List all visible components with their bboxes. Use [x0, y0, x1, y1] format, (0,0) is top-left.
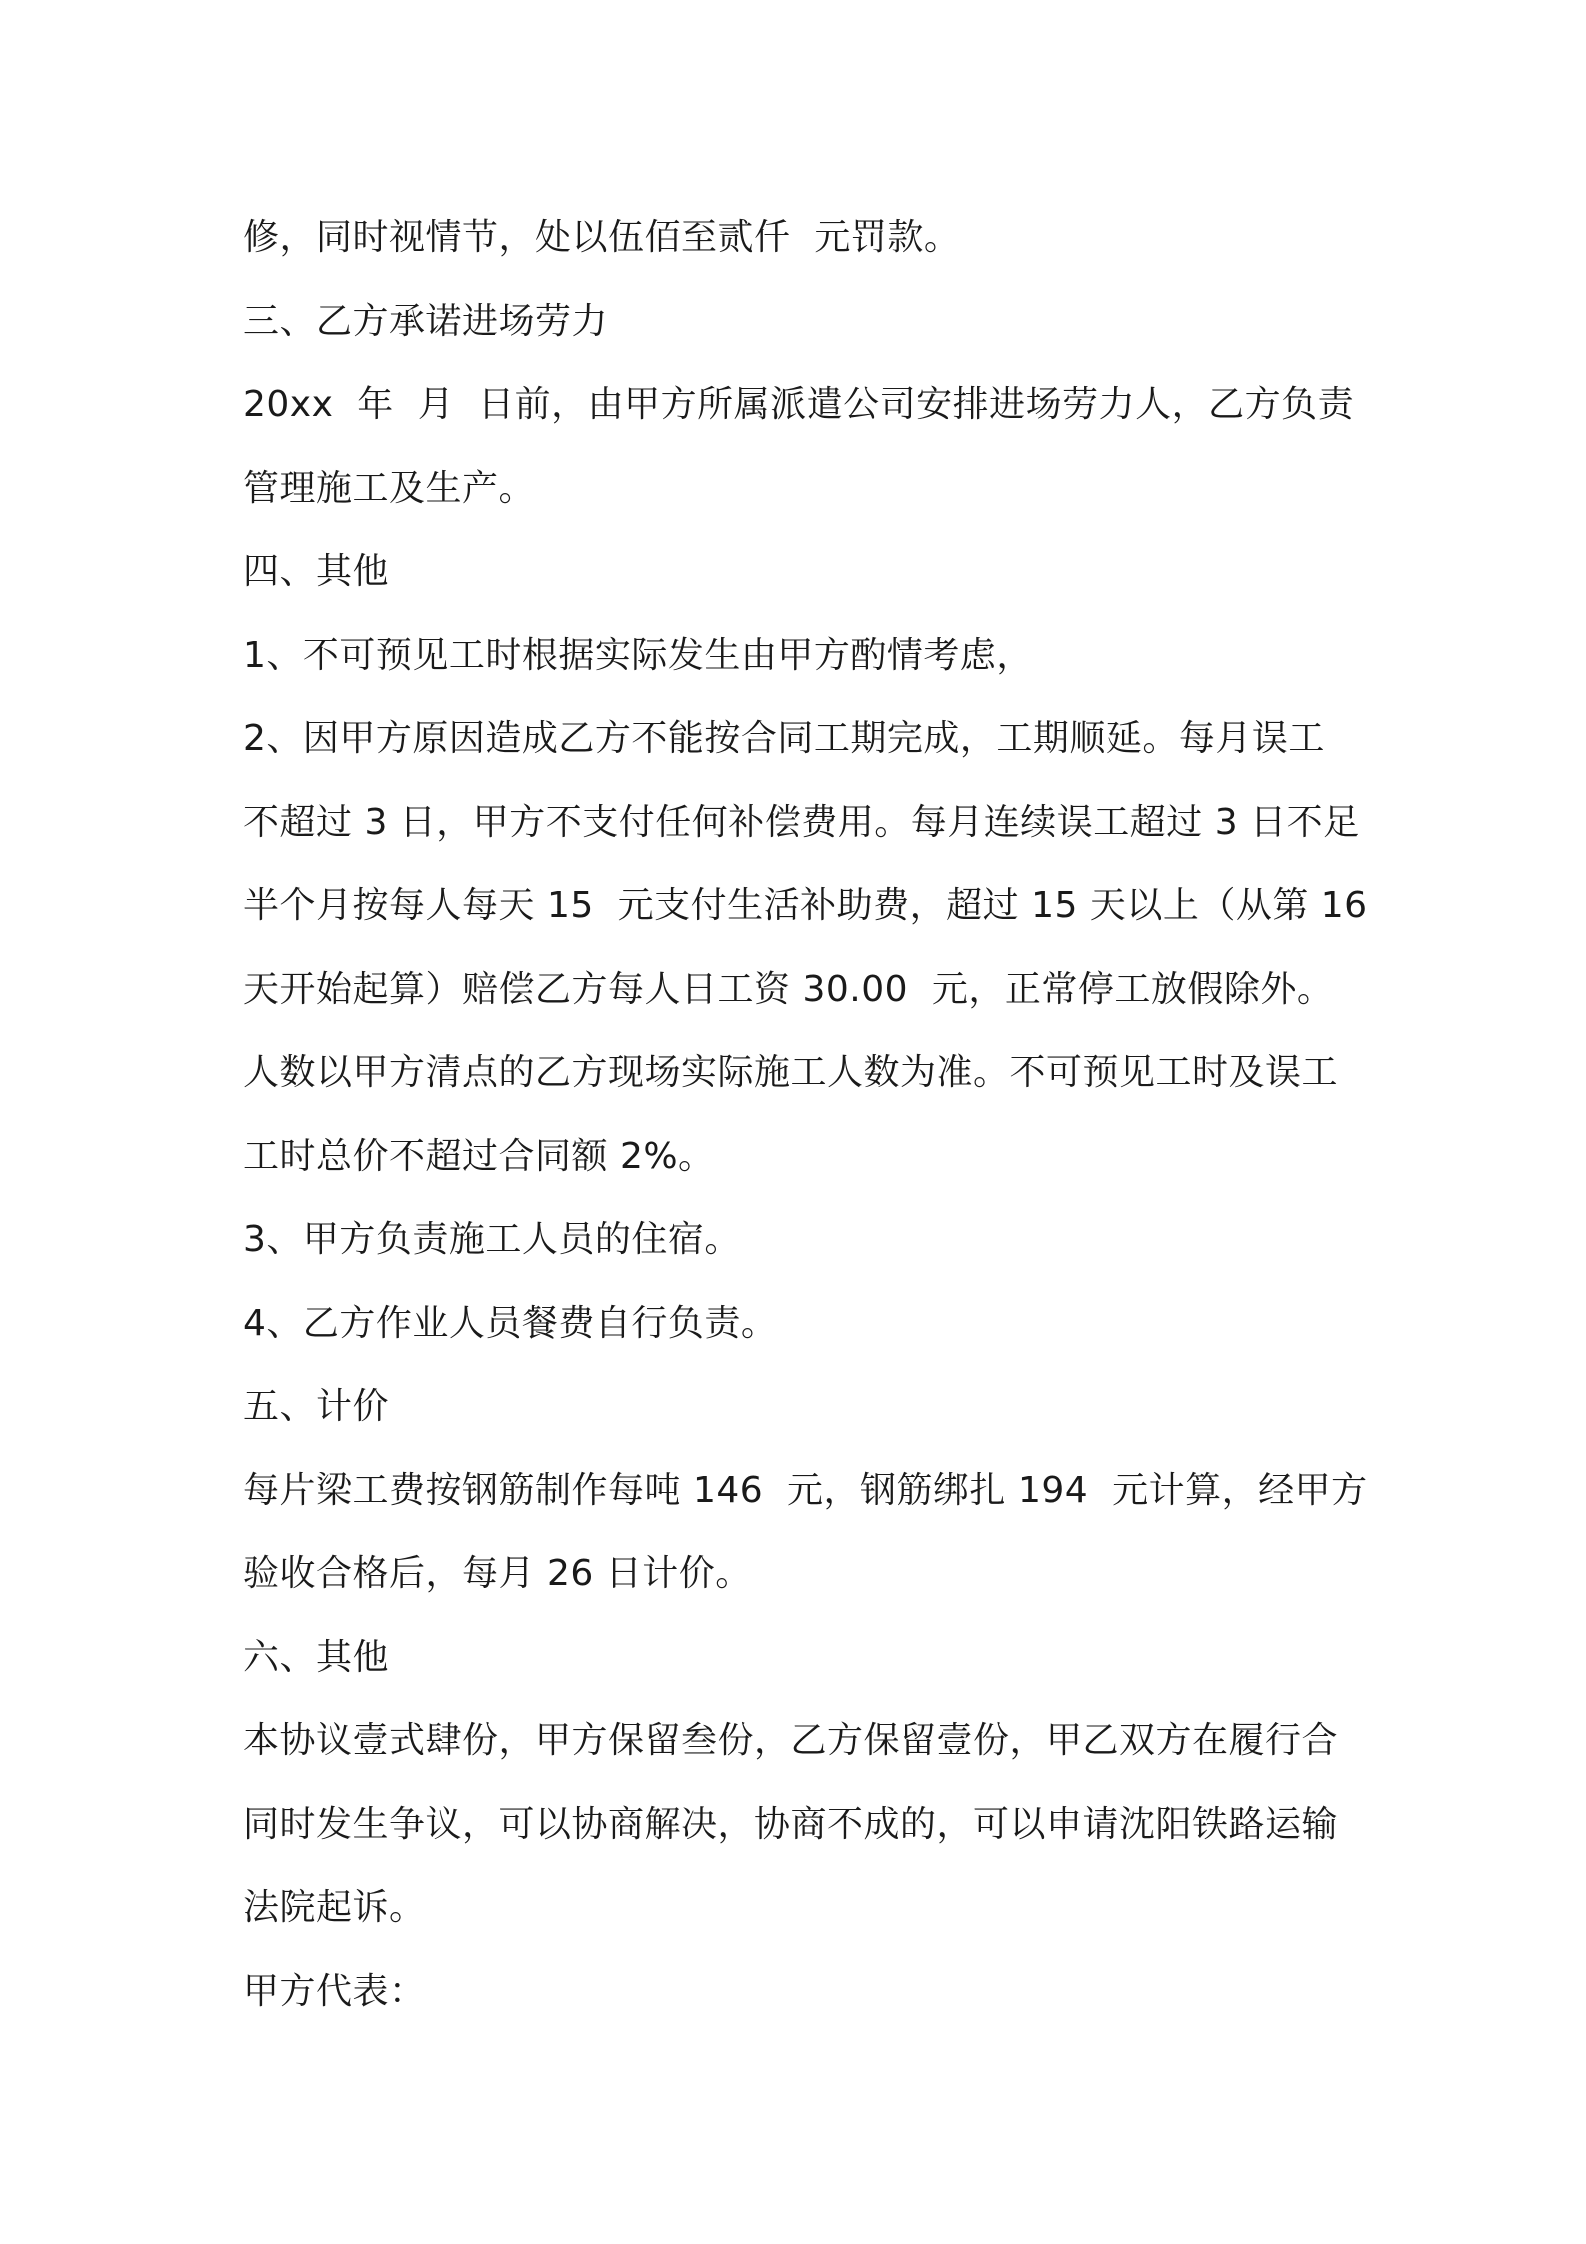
section-heading-other-4: 四、其他 [243, 551, 390, 592]
text-line-labor-arrival: 20xx 年 月 日前，由甲方所属派遣公司安排进场劳力人，乙方负责 [243, 384, 1355, 425]
clause-accommodation: 3、甲方负责施工人员的住宿。 [243, 1219, 741, 1260]
clause-unforeseen-hours: 1、不可预见工时根据实际发生由甲方酌情考虑， [243, 634, 1033, 676]
signature-label-party-a: 甲方代表： [243, 1970, 426, 2012]
text-line-pricing-2: 验收合格后，每月 26 日计价。 [243, 1553, 752, 1594]
clause-delay-line-5: 人数以甲方清点的乙方现场实际施工人数为准。不可预见工时及误工 [243, 1052, 1339, 1093]
clause-meals: 4、乙方作业人员餐费自行负责。 [243, 1302, 778, 1344]
clause-delay-line-2: 不超过 3 日，甲方不支付任何补偿费用。每月连续误工超过 3 日不足 [243, 801, 1360, 843]
text-line-penalty-continuation: 修，同时视情节，处以伍佰至贰仟 元罚款。 [243, 217, 961, 258]
text-line-agreement-2: 同时发生争议，可以协商解决，协商不成的，可以申请沈阳铁路运输 [243, 1803, 1339, 1845]
document-body [243, 196, 1368, 2033]
section-heading-labor-commitment: 三、乙方承诺进场劳力 [243, 300, 609, 342]
text-line-pricing-1: 每片梁工费按钢筋制作每吨 146 元，钢筋绑扎 194 元计算，经甲方 [243, 1469, 1368, 1511]
clause-delay-line-1: 2、因甲方原因造成乙方不能按合同工期完成，工期顺延。每月误工 [243, 718, 1325, 759]
clause-delay-line-3: 半个月按每人每天 15 元支付生活补助费，超过 15 天以上（从第 16 [243, 885, 1368, 926]
text-line-labor-management: 管理施工及生产。 [243, 467, 536, 509]
section-heading-pricing: 五、计价 [243, 1386, 390, 1427]
clause-delay-line-6: 工时总价不超过合同额 2%。 [243, 1135, 715, 1177]
text-line-agreement-3: 法院起诉。 [243, 1887, 426, 1928]
text-line-agreement-1: 本协议壹式肆份，甲方保留叁份，乙方保留壹份，甲乙双方在履行合 [243, 1720, 1339, 1761]
clause-delay-line-4: 天开始起算）赔偿乙方每人日工资 30.00 元，正常停工放假除外。 [243, 968, 1334, 1010]
section-heading-other-6: 六、其他 [243, 1636, 390, 1678]
